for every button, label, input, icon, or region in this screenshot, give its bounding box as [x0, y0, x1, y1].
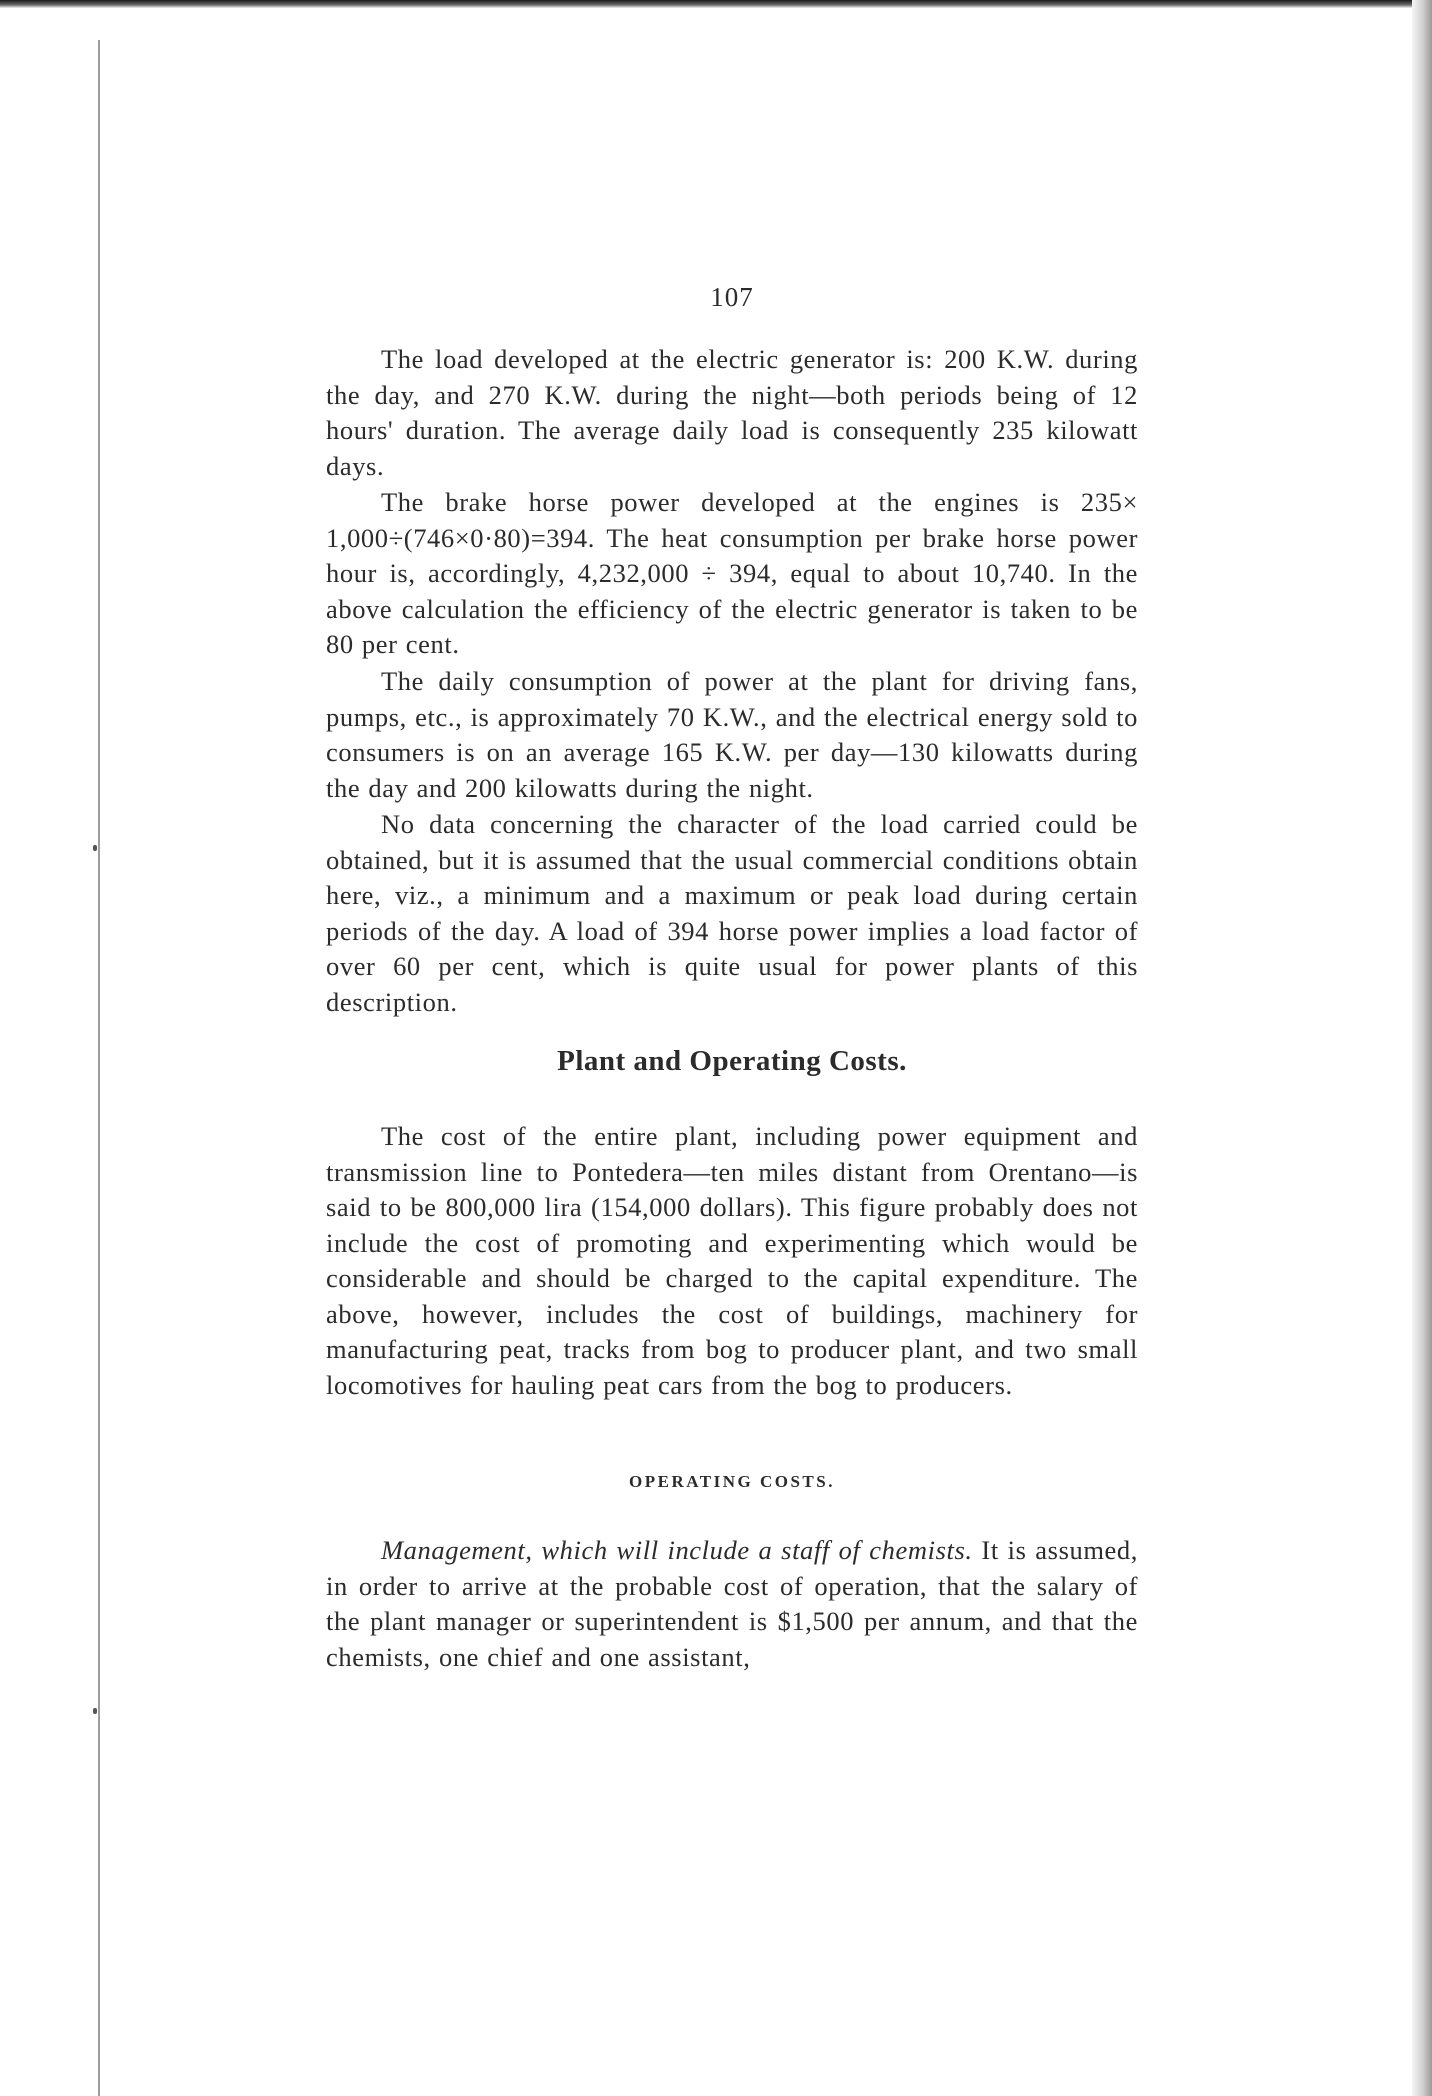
paragraph-brake-horse-power: The brake horse power developed at the engines is 235× 1,000÷(746×0·80)=394. The heat consumption per brake horse power hour is, accordingly, 4,232,000 ÷ 394, equal to about 10,740. In the above calculation the efficiency of the electric generator is taken to be 80 per cent.	[326, 487, 1138, 659]
margin-mark	[93, 845, 97, 851]
margin-mark	[93, 1708, 97, 1714]
scan-right-edge	[1412, 0, 1432, 2096]
paragraph-load-character: No data concerning the character of the load carried could be obtained, but it is assumed that the usual commercial conditions obtain here, viz., a minimum and a maximum or peak load during certain periods of the day. A load of 394 horse power implies a load factor of over 60 per cent, which is quite usual for power plants of this description.	[326, 809, 1138, 1017]
page-number: 107	[710, 282, 754, 312]
management-lead: Management, which will include a staff of chemists.	[381, 1535, 973, 1565]
sub-heading-operating-costs: OPERATING COSTS.	[629, 1472, 835, 1491]
section-heading: Plant and Operating Costs.	[557, 1045, 907, 1077]
paragraph-daily-consumption: The daily consumption of power at the plant for driving fans, pumps, etc., is approximately 70 K.W., and the electrical energy sold to consumers is on an average 165 K.W. per day—130 kilowatts during the day and 200 kilowatts during the night.	[326, 666, 1138, 803]
paragraph-plant-cost: The cost of the entire plant, including power equipment and transmission line to Pontedera—ten miles distant from Orentano—is said to be 800,000 lira (154,000 dollars). This figure probably does not include the cost of promoting and experimenting which would be considerable and should be charged to the capital expenditure. The above, however, includes the cost of buildings, machinery for manufacturing peat, tracks from bog to producer plant, and two small locomotives for hauling peat cars from the bog to producers.	[326, 1121, 1138, 1400]
management-text: It is assumed, in order to arrive at the probable cost of operation, that the salary of the plant manager or superintendent is $1,500 per annum, and that the chemists, one chief and one assistant,	[326, 1535, 1138, 1672]
paragraph-management	[326, 1533, 1138, 1675]
scan-top-edge	[0, 0, 1432, 8]
paragraph-load: The load developed at the electric generator is: 200 K.W. during the day, and 270 K.W. during the night—both periods being of 12 hours' duration. The average daily load is consequently 235 kilowatt days.	[326, 344, 1138, 481]
binding-line	[98, 40, 100, 2096]
